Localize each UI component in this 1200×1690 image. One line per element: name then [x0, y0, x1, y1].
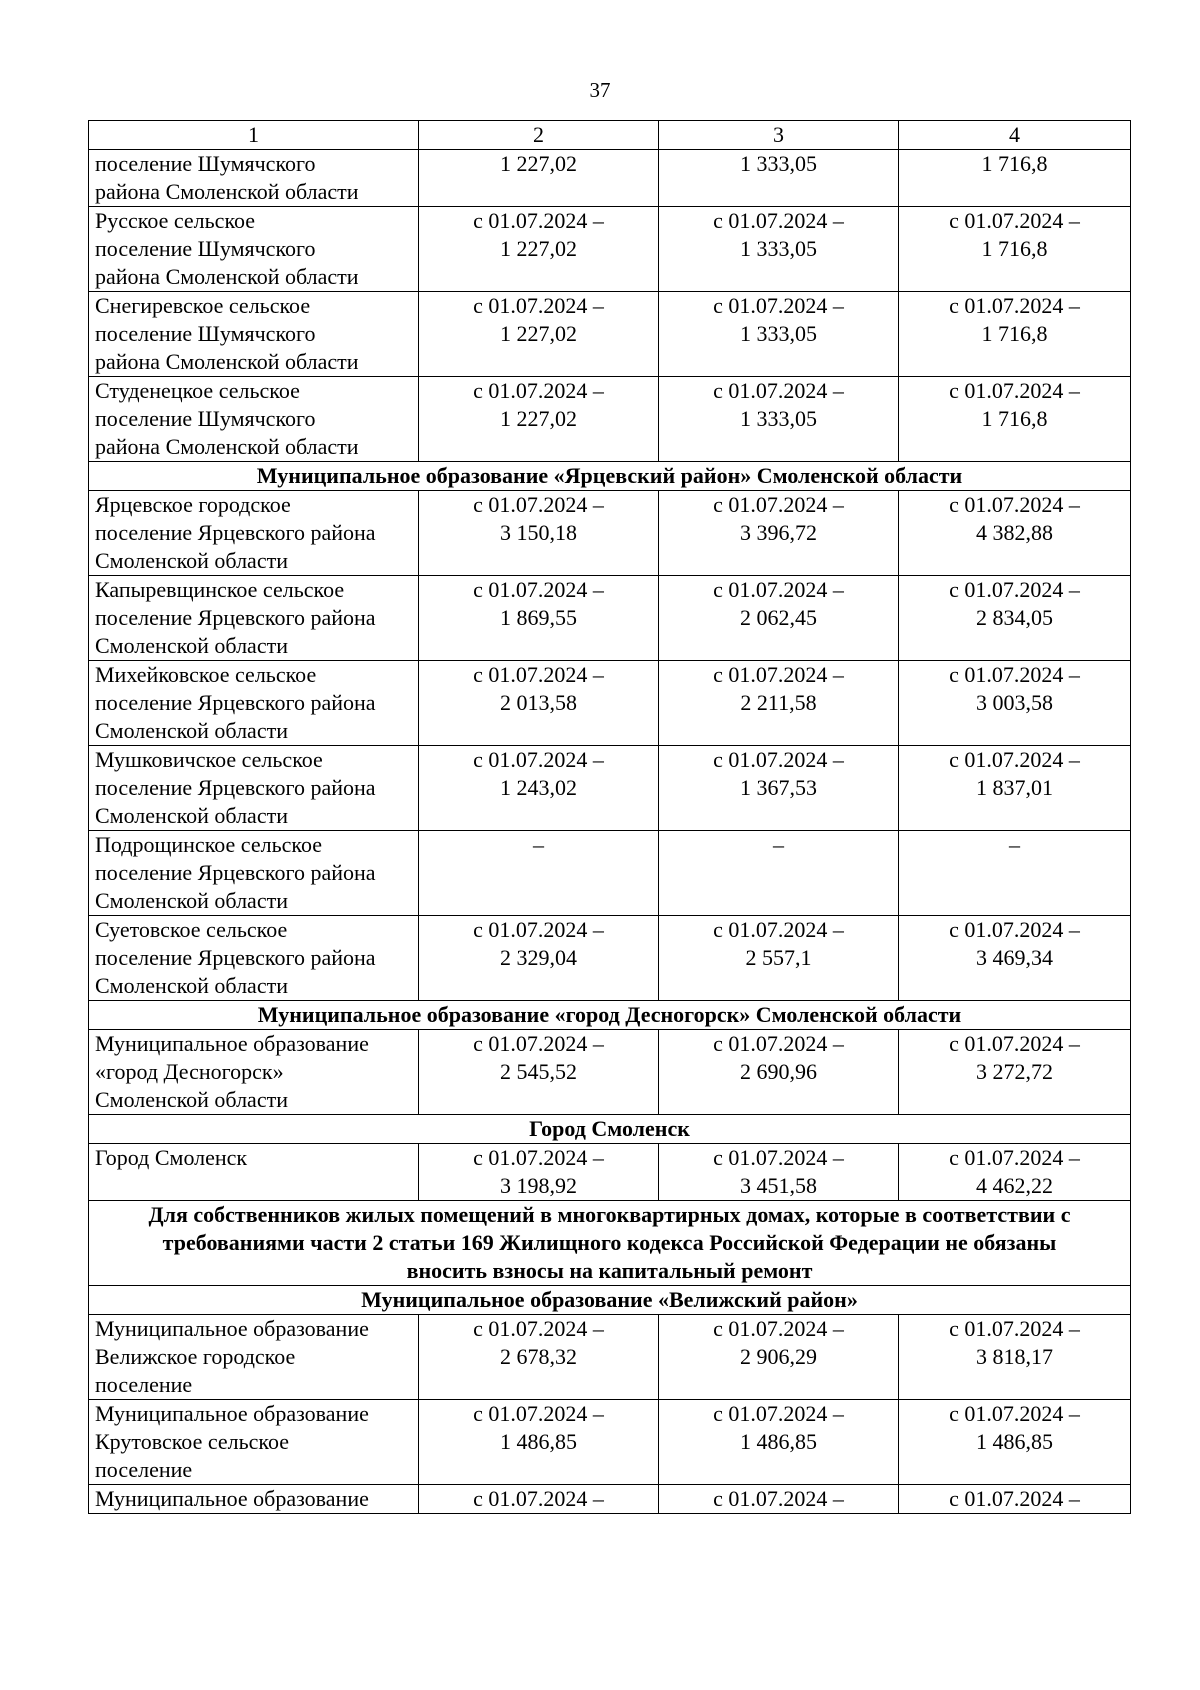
- tariff-value-line: 1 227,02: [500, 236, 577, 261]
- tariff-value-cell: [659, 661, 899, 746]
- page-number: 37: [589, 78, 611, 102]
- tariff-value-line: 1 333,05: [740, 151, 817, 176]
- table-row: [89, 661, 1131, 746]
- settlement-name-line: Муниципальное образование: [95, 1401, 369, 1426]
- tariff-value-line: с 01.07.2024 –: [949, 577, 1080, 602]
- section-heading: [89, 1286, 1131, 1315]
- settlement-name-cell: [89, 292, 419, 377]
- settlement-name-cell: [89, 1400, 419, 1485]
- settlement-name-line: поселение: [95, 1372, 193, 1397]
- tariff-value-line: 2 329,04: [500, 945, 577, 970]
- settlement-name-line: поселение Шумячского: [95, 406, 316, 431]
- settlement-name-line: Русское сельское: [95, 208, 256, 233]
- table-row: [89, 831, 1131, 916]
- tariff-value-line: 1 333,05: [740, 321, 817, 346]
- section-heading-line: Город Смоленск: [529, 1116, 690, 1141]
- section-heading-line: требованиями части 2 статьи 169 Жилищного кодекса Российской Федерации не обязаны: [162, 1230, 1057, 1255]
- settlement-name-line: Смоленской области: [95, 973, 288, 998]
- tariff-value-cell: [899, 746, 1131, 831]
- tariff-value-line: с 01.07.2024 –: [473, 747, 604, 772]
- settlement-name-line: Подрощинское сельское: [95, 832, 322, 857]
- tariff-value-cell: [899, 1400, 1131, 1485]
- settlement-name-line: поселение Ярцевского района: [95, 775, 376, 800]
- tariff-value-line: 1 227,02: [500, 406, 577, 431]
- tariff-value-cell: [659, 491, 899, 576]
- tariff-value-line: с 01.07.2024 –: [473, 293, 604, 318]
- table-body: [89, 121, 1131, 1514]
- tariff-value-line: с 01.07.2024 –: [473, 662, 604, 687]
- settlement-name-line: Муниципальное образование: [95, 1316, 369, 1341]
- tariff-value-line: 4 382,88: [976, 520, 1053, 545]
- tariff-value-cell: [899, 1144, 1131, 1201]
- table-row: [89, 746, 1131, 831]
- tariff-value-line: 3 150,18: [500, 520, 577, 545]
- tariff-value-cell: [419, 207, 659, 292]
- tariff-value-cell: [419, 661, 659, 746]
- tariff-value-cell: [899, 292, 1131, 377]
- section-header-row: [89, 462, 1131, 491]
- settlement-name-line: Смоленской области: [95, 548, 288, 573]
- tariff-value-cell: [659, 207, 899, 292]
- table-row: [89, 1030, 1131, 1115]
- tariff-value-line: с 01.07.2024 –: [949, 1145, 1080, 1170]
- settlement-name-line: Ярцевское городское: [95, 492, 291, 517]
- settlement-name-cell: [89, 150, 419, 207]
- tariff-value-line: с 01.07.2024 –: [949, 208, 1080, 233]
- tariff-value-line: 4 462,22: [976, 1173, 1053, 1198]
- settlement-name-line: Мушковичское сельское: [95, 747, 323, 772]
- settlement-name-cell: [89, 1144, 419, 1201]
- tariff-value-line: с 01.07.2024 –: [473, 1316, 604, 1341]
- tariff-value-cell: [419, 916, 659, 1001]
- table-row: [89, 1144, 1131, 1201]
- tariff-value-cell: [659, 576, 899, 661]
- tariff-value-cell: [659, 292, 899, 377]
- section-heading-line: Муниципальное образование «Ярцевский район» Смоленской области: [256, 463, 963, 488]
- tariff-value-line: 1 486,85: [500, 1429, 577, 1454]
- tariff-value-line: с 01.07.2024 –: [713, 1145, 844, 1170]
- tariff-value-line: с 01.07.2024 –: [713, 577, 844, 602]
- tariff-value-line: с 01.07.2024 –: [473, 208, 604, 233]
- tariff-value-line: с 01.07.2024 –: [473, 1486, 604, 1511]
- tariff-value-cell: [659, 1400, 899, 1485]
- tariff-value-cell: [899, 207, 1131, 292]
- column-header: 4: [899, 121, 1131, 150]
- settlement-name-line: района Смоленской области: [95, 434, 359, 459]
- settlement-name-line: Муниципальное образование: [95, 1031, 369, 1056]
- tariff-value-cell: [899, 916, 1131, 1001]
- tariff-value-cell: [899, 1485, 1131, 1514]
- tariff-value-line: с 01.07.2024 –: [949, 747, 1080, 772]
- settlement-name-cell: [89, 1485, 419, 1514]
- settlement-name-line: района Смоленской области: [95, 349, 359, 374]
- section-heading: [89, 462, 1131, 491]
- settlement-name-line: поселение Ярцевского района: [95, 520, 376, 545]
- tariff-value-cell: [899, 150, 1131, 207]
- section-heading-line: вносить взносы на капитальный ремонт: [406, 1258, 813, 1283]
- table-row: [89, 1315, 1131, 1400]
- tariff-value-line: 1 869,55: [500, 605, 577, 630]
- tariff-value-line: с 01.07.2024 –: [713, 662, 844, 687]
- tariff-value-line: с 01.07.2024 –: [949, 917, 1080, 942]
- tariff-value-cell: [899, 661, 1131, 746]
- tariff-value-line: с 01.07.2024 –: [949, 1486, 1080, 1511]
- section-header-row: [89, 1286, 1131, 1315]
- settlement-name-line: Смоленской области: [95, 633, 288, 658]
- tariff-value-line: 2 062,45: [740, 605, 817, 630]
- table-row: [89, 1400, 1131, 1485]
- tariff-value-cell: [899, 1030, 1131, 1115]
- settlement-name-line: района Смоленской области: [95, 264, 359, 289]
- tariff-value-line: с 01.07.2024 –: [713, 1316, 844, 1341]
- tariff-value-cell: [419, 831, 659, 916]
- tariff-value-cell: [419, 1030, 659, 1115]
- tariff-value-line: 1 333,05: [740, 236, 817, 261]
- tariff-value-line: с 01.07.2024 –: [949, 662, 1080, 687]
- settlement-name-line: Студенецкое сельское: [95, 378, 300, 403]
- tariff-value-cell: [659, 916, 899, 1001]
- tariff-value-cell: [419, 292, 659, 377]
- tariff-value-line: с 01.07.2024 –: [713, 208, 844, 233]
- column-number-row: [89, 121, 1131, 150]
- settlement-name-cell: [89, 831, 419, 916]
- tariff-value-line: 2 557,1: [745, 945, 812, 970]
- tariff-value-line: с 01.07.2024 –: [949, 1316, 1080, 1341]
- tariff-value-cell: [419, 491, 659, 576]
- tariff-value-line: 2 678,32: [500, 1344, 577, 1369]
- tariff-value-line: 2 906,29: [740, 1344, 817, 1369]
- tariff-value-line: с 01.07.2024 –: [713, 378, 844, 403]
- tariff-value-line: 1 716,8: [981, 321, 1048, 346]
- tariff-value-line: с 01.07.2024 –: [473, 492, 604, 517]
- tariff-value-cell: [899, 1315, 1131, 1400]
- settlement-name-line: Михейковское сельское: [95, 662, 317, 687]
- tariff-value-cell: [419, 576, 659, 661]
- tariff-value-line: –: [533, 832, 544, 857]
- tariff-value-line: с 01.07.2024 –: [473, 577, 604, 602]
- tariff-value-line: с 01.07.2024 –: [949, 1031, 1080, 1056]
- tariff-value-line: 3 451,58: [740, 1173, 817, 1198]
- settlement-name-cell: [89, 491, 419, 576]
- settlement-name-line: Смоленской области: [95, 1087, 288, 1112]
- settlement-name-line: Смоленской области: [95, 718, 288, 743]
- tariff-table: [88, 120, 1131, 1514]
- settlement-name-line: «город Десногорск»: [95, 1059, 284, 1084]
- settlement-name-line: поселение Ярцевского района: [95, 945, 376, 970]
- settlement-name-line: Суетовское сельское: [95, 917, 288, 942]
- settlement-name-line: поселение Ярцевского района: [95, 605, 376, 630]
- settlement-name-line: поселение: [95, 1457, 193, 1482]
- tariff-value-cell: [419, 377, 659, 462]
- tariff-value-line: 2 834,05: [976, 605, 1053, 630]
- tariff-value-line: 2 013,58: [500, 690, 577, 715]
- settlement-name-line: Город Смоленск: [95, 1145, 248, 1170]
- column-header: 1: [89, 121, 419, 150]
- table-row: [89, 150, 1131, 207]
- tariff-value-line: –: [1009, 832, 1020, 857]
- settlement-name-cell: [89, 207, 419, 292]
- settlement-name-cell: [89, 377, 419, 462]
- tariff-value-line: 1 716,8: [981, 151, 1048, 176]
- table-row: [89, 916, 1131, 1001]
- tariff-value-line: 1 716,8: [981, 406, 1048, 431]
- settlement-name-line: поселение Шумячского: [95, 236, 316, 261]
- tariff-value-cell: [899, 831, 1131, 916]
- table-row: [89, 1485, 1131, 1514]
- settlement-name-line: поселение Шумячского: [95, 151, 316, 176]
- section-heading-line: Для собственников жилых помещений в многоквартирных домах, которые в соответствии с: [148, 1202, 1071, 1227]
- tariff-value-cell: [659, 1485, 899, 1514]
- tariff-value-line: 1 486,85: [976, 1429, 1053, 1454]
- tariff-value-cell: [899, 491, 1131, 576]
- table-row: [89, 576, 1131, 661]
- tariff-value-line: с 01.07.2024 –: [713, 293, 844, 318]
- section-header-row: [89, 1201, 1131, 1286]
- tariff-value-line: с 01.07.2024 –: [713, 1486, 844, 1511]
- settlement-name-line: Смоленской области: [95, 888, 288, 913]
- tariff-value-line: с 01.07.2024 –: [713, 1401, 844, 1426]
- tariff-value-cell: [419, 150, 659, 207]
- tariff-value-line: 3 396,72: [740, 520, 817, 545]
- settlement-name-line: Муниципальное образование: [95, 1486, 369, 1511]
- tariff-value-cell: [659, 746, 899, 831]
- tariff-value-line: –: [773, 832, 784, 857]
- settlement-name-cell: [89, 576, 419, 661]
- column-header: 3: [659, 121, 899, 150]
- tariff-value-cell: [899, 576, 1131, 661]
- settlement-name-cell: [89, 1030, 419, 1115]
- tariff-value-line: 1 227,02: [500, 321, 577, 346]
- tariff-value-line: с 01.07.2024 –: [473, 1145, 604, 1170]
- table-row: [89, 207, 1131, 292]
- tariff-value-cell: [659, 1144, 899, 1201]
- settlement-name-cell: [89, 746, 419, 831]
- section-header-row: [89, 1115, 1131, 1144]
- tariff-value-cell: [419, 1485, 659, 1514]
- tariff-value-line: 3 003,58: [976, 690, 1053, 715]
- tariff-value-cell: [659, 150, 899, 207]
- settlement-name-line: Велижское городское: [95, 1344, 296, 1369]
- column-header: 2: [419, 121, 659, 150]
- settlement-name-line: Смоленской области: [95, 803, 288, 828]
- section-heading-line: Муниципальное образование «Велижский район»: [361, 1287, 858, 1312]
- tariff-value-line: 1 486,85: [740, 1429, 817, 1454]
- tariff-value-line: с 01.07.2024 –: [473, 378, 604, 403]
- settlement-name-cell: [89, 1315, 419, 1400]
- settlement-name-line: Крутовское сельское: [95, 1429, 290, 1454]
- tariff-value-line: 3 272,72: [976, 1059, 1053, 1084]
- tariff-value-cell: [419, 746, 659, 831]
- tariff-value-line: 3 198,92: [500, 1173, 577, 1198]
- tariff-value-line: с 01.07.2024 –: [713, 917, 844, 942]
- settlement-name-cell: [89, 916, 419, 1001]
- tariff-value-line: 3 469,34: [976, 945, 1053, 970]
- tariff-value-cell: [419, 1315, 659, 1400]
- tariff-value-line: 1 333,05: [740, 406, 817, 431]
- tariff-value-line: с 01.07.2024 –: [713, 1031, 844, 1056]
- tariff-value-line: 2 211,58: [740, 690, 817, 715]
- tariff-value-line: с 01.07.2024 –: [949, 492, 1080, 517]
- table-row: [89, 377, 1131, 462]
- tariff-value-cell: [419, 1144, 659, 1201]
- tariff-value-line: с 01.07.2024 –: [713, 747, 844, 772]
- tariff-value-line: с 01.07.2024 –: [949, 1401, 1080, 1426]
- settlement-name-line: поселение Ярцевского района: [95, 860, 376, 885]
- tariff-value-cell: [659, 831, 899, 916]
- tariff-value-line: 1 243,02: [500, 775, 577, 800]
- settlement-name-line: поселение Шумячского: [95, 321, 316, 346]
- tariff-value-line: 1 367,53: [740, 775, 817, 800]
- tariff-value-cell: [659, 1315, 899, 1400]
- tariff-value-cell: [659, 1030, 899, 1115]
- tariff-value-line: 3 818,17: [976, 1344, 1053, 1369]
- tariff-value-line: с 01.07.2024 –: [473, 1401, 604, 1426]
- table-row: [89, 292, 1131, 377]
- tariff-value-line: с 01.07.2024 –: [473, 1031, 604, 1056]
- section-header-row: [89, 1001, 1131, 1030]
- tariff-value-line: с 01.07.2024 –: [473, 917, 604, 942]
- table-row: [89, 491, 1131, 576]
- tariff-value-line: 1 227,02: [500, 151, 577, 176]
- settlement-name-line: района Смоленской области: [95, 179, 359, 204]
- tariff-value-cell: [659, 377, 899, 462]
- tariff-value-line: с 01.07.2024 –: [949, 293, 1080, 318]
- settlement-name-line: Снегиревское сельское: [95, 293, 311, 318]
- settlement-name-line: Капыревщинское сельское: [95, 577, 345, 602]
- tariff-value-line: 2 690,96: [740, 1059, 817, 1084]
- section-heading: [89, 1001, 1131, 1030]
- section-heading-line: Муниципальное образование «город Десногорск» Смоленской области: [257, 1002, 962, 1027]
- tariff-value-line: 1 716,8: [981, 236, 1048, 261]
- tariff-value-line: 2 545,52: [500, 1059, 577, 1084]
- section-heading: [89, 1201, 1131, 1286]
- tariff-value-cell: [419, 1400, 659, 1485]
- settlement-name-line: поселение Ярцевского района: [95, 690, 376, 715]
- settlement-name-cell: [89, 661, 419, 746]
- tariff-value-line: 1 837,01: [976, 775, 1053, 800]
- tariff-value-line: с 01.07.2024 –: [949, 378, 1080, 403]
- tariff-value-cell: [899, 377, 1131, 462]
- tariff-value-line: с 01.07.2024 –: [713, 492, 844, 517]
- section-heading: [89, 1115, 1131, 1144]
